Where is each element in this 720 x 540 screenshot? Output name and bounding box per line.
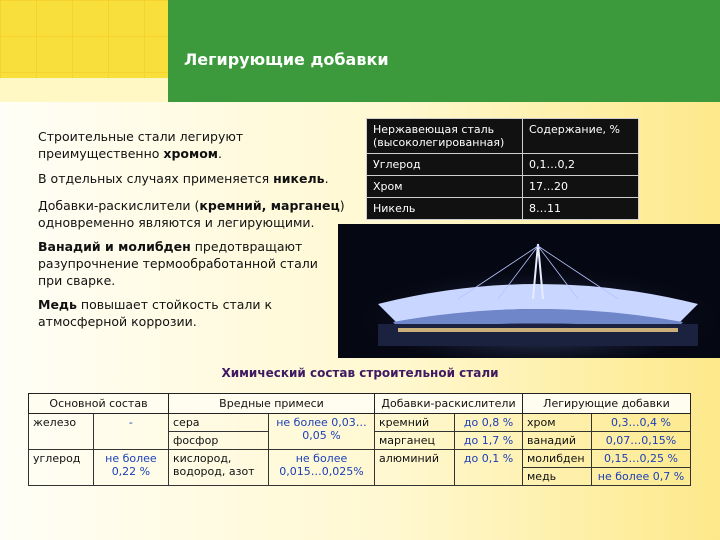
- paragraph-copper: Медь повышает стойкость стали к атмосферной коррозии.: [38, 297, 273, 329]
- table-cell: молибден: [523, 450, 592, 468]
- table-cell: не более 0,7 %: [592, 468, 691, 486]
- table-cell: Никель: [367, 198, 523, 220]
- table-cell: алюминий: [375, 450, 455, 486]
- table-row: [29, 394, 691, 414]
- table-cell: сера: [169, 414, 269, 432]
- table-row: [367, 176, 639, 198]
- column-header: Легирующие добавки: [523, 394, 691, 414]
- paragraph-nickel: В отдельных случаях применяется никель.: [38, 171, 329, 186]
- table-cell: 0,07…0,15%: [592, 432, 691, 450]
- page-title: Легирующие добавки: [184, 50, 389, 69]
- table-cell: не более 0,03…0,05 %: [268, 414, 374, 450]
- column-header: Добавки-раскислители: [375, 394, 523, 414]
- table-cell: не более 0,015…0,025%: [268, 450, 374, 486]
- column-header: Вредные примеси: [169, 394, 375, 414]
- table-cell: до 1,7 %: [455, 432, 523, 450]
- table-cell: 0,1…0,2: [523, 154, 639, 176]
- table-cell: 17…20: [523, 176, 639, 198]
- table-cell: до 0,8 %: [455, 414, 523, 432]
- table-cell: хром: [523, 414, 592, 432]
- table-cell: железо: [29, 414, 94, 450]
- table-cell: медь: [523, 468, 592, 486]
- table-row: [367, 154, 639, 176]
- header-yellow-block: [0, 0, 168, 78]
- table-cell: марганец: [375, 432, 455, 450]
- table-cell: 0,15…0,25 %: [592, 450, 691, 468]
- stainless-steel-table: [366, 118, 639, 220]
- table-cell: Хром: [367, 176, 523, 198]
- table-row: [29, 414, 691, 432]
- table-cell: 0,3…0,4 %: [592, 414, 691, 432]
- header-strip: [0, 78, 168, 102]
- table-cell: углерод: [29, 450, 94, 486]
- table-header-cell: Нержавеющая сталь (высоколегированная): [367, 119, 523, 154]
- column-header: Основной состав: [29, 394, 169, 414]
- table-caption: Химический состав строительной стали: [221, 366, 499, 380]
- table-header-cell: Содержание, %: [523, 119, 639, 154]
- table-row: [367, 198, 639, 220]
- paragraph-chromium: Строительные стали легируют преимущественно хромом.: [38, 129, 244, 161]
- paragraph-deoxidizers: Добавки-раскислители (кремний, марганец) одновременно являются и легирующими.: [38, 198, 345, 230]
- table-cell: 8…11: [523, 198, 639, 220]
- stadium-photo: [338, 224, 720, 358]
- table-cell: кремний: [375, 414, 455, 432]
- paragraph-vanadium: Ванадий и молибден предотвращают разупрочнение термообработанной стали при сварке.: [38, 239, 318, 288]
- table-cell: не более 0,22 %: [93, 450, 168, 486]
- table-cell: Углерод: [367, 154, 523, 176]
- table-cell: ванадий: [523, 432, 592, 450]
- table-cell: -: [93, 414, 168, 450]
- table-row: [367, 119, 639, 154]
- table-row: [29, 450, 691, 468]
- table-cell: до 0,1 %: [455, 450, 523, 486]
- table-cell: кислород, водород, азот: [169, 450, 269, 486]
- table-cell: фосфор: [169, 432, 269, 450]
- chemical-composition-table: [28, 393, 691, 486]
